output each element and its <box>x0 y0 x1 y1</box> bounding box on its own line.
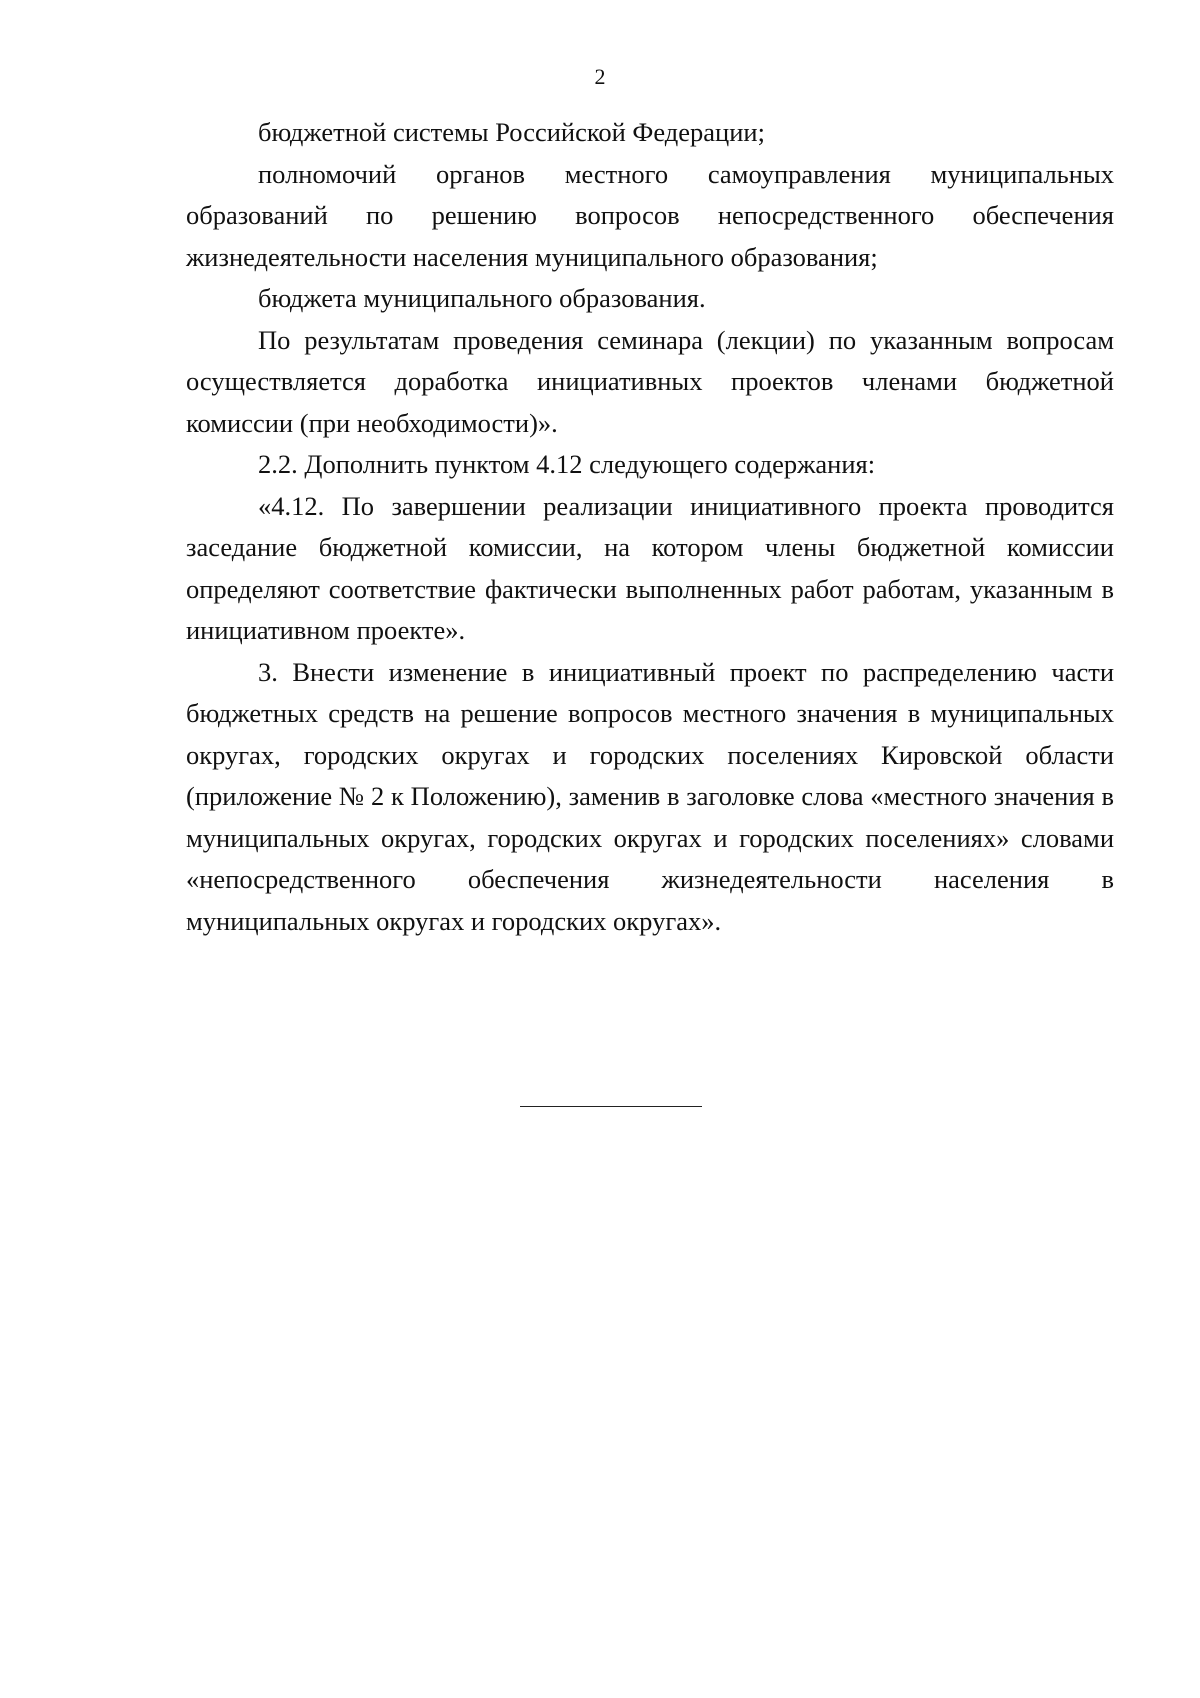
paragraph-seminar-results: По результатам проведения семинара (лекции) по указанным вопросам осуществляется доработка инициативных проектов членами бюджетной комиссии (при необходимости)». <box>186 324 1114 438</box>
document-body <box>186 112 1114 942</box>
paragraph-clause-4-12: «4.12. По завершении реализации инициативного проекта проводится заседание бюджетной комиссии, на котором члены бюджетной комиссии определяют соответствие фактически выполненных работ работам, указанным в инициативном проекте». <box>186 490 1114 645</box>
paragraph-municipal-budget: бюджета муниципального образования. <box>258 283 706 313</box>
closing-divider <box>520 1106 702 1107</box>
paragraph-local-authority-powers: полномочий органов местного самоуправления муниципальных образований по решению вопросов непосредственного обеспечения жизнедеятельности населения муниципального образования; <box>186 158 1114 272</box>
paragraph-budget-system: бюджетной системы Российской Федерации; <box>258 117 765 147</box>
paragraph-clause-3: 3. Внести изменение в инициативный проект по распределению части бюджетных средств на решение вопросов местного значения в муниципальных округах, городских округах и городских поселениях Кировской области (приложение № 2 к Положению), заменив в заголовке слова «местного значения в муниципальных округах, городских округах и городских поселениях» словами «непосредственного обеспечения жизнедеятельности населения в муниципальных округах и городских округах». <box>186 656 1114 936</box>
paragraph-clause-2-2: 2.2. Дополнить пунктом 4.12 следующего содержания: <box>258 449 876 479</box>
page-number: 2 <box>594 64 606 89</box>
